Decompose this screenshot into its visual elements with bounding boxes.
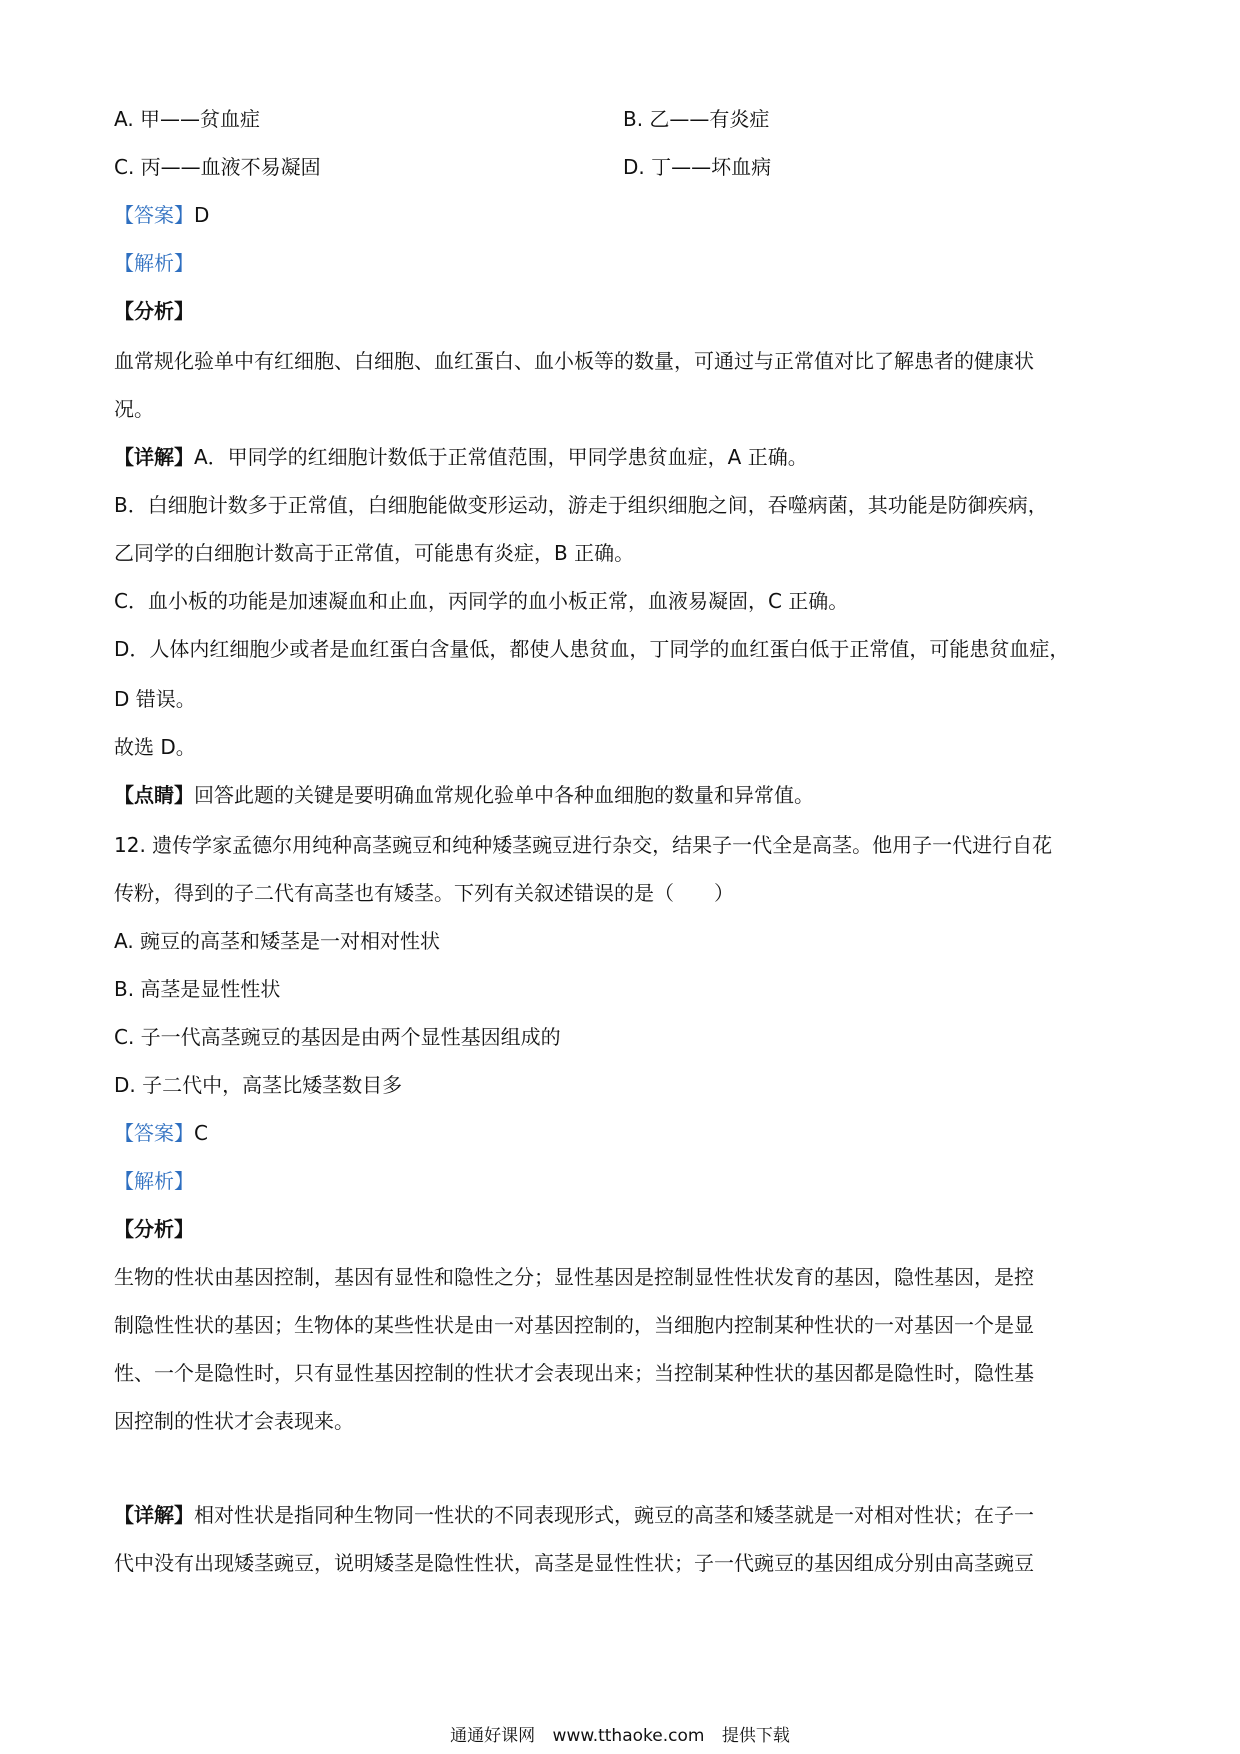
q12-detail-tag: 【详解】 (114, 1503, 194, 1527)
q11-answer-line (114, 200, 1134, 230)
option-b: B. 乙——有炎症 (623, 107, 770, 131)
q11-fenxi-line-2: 况。 (114, 397, 154, 421)
q12-detail-line-1-text: 相对性状是指同种生物同一性状的不同表现形式，豌豆的高茎和矮茎就是一对相对性状；在子一 (194, 1503, 1034, 1527)
q11-dianjing (114, 780, 1134, 810)
option-d: D. 丁——坏血病 (623, 155, 772, 179)
q11-detail-c: C．血小板的功能是加速凝血和止血，丙同学的血小板正常，血液易凝固，C 正确。 (114, 589, 849, 613)
q12-fenxi-line-1: 生物的性状由基因控制，基因有显性和隐性之分；显性基因是控制显性性状发育的基因，隐性基因，是控 (114, 1265, 1034, 1289)
q12-fenxi-line-4: 因控制的性状才会表现来。 (114, 1409, 354, 1433)
q12-detail-line-2: 代中没有出现矮茎豌豆，说明矮茎是隐性性状，高茎是显性性状；子一代豌豆的基因组成分别由高茎豌豆 (114, 1551, 1034, 1575)
q11-detail-a-text: A．甲同学的红细胞计数低于正常值范围，甲同学患贫血症，A 正确。 (194, 445, 808, 469)
q12-option-d: D. 子二代中，高茎比矮茎数目多 (114, 1073, 403, 1097)
q11-fenxi-tag: 【分析】 (114, 299, 194, 323)
footer-site-name: 通通好课网 (450, 1726, 536, 1746)
option-c: C. 丙——血液不易凝固 (114, 155, 321, 179)
q11-detail-b-line-1: B．白细胞计数多于正常值，白细胞能做变形运动，游走于组织细胞之间，吞噬病菌，其功能是防御疾病， (114, 493, 1048, 517)
q11-choice: 故选 D。 (114, 735, 196, 759)
q12-fenxi-tag: 【分析】 (114, 1217, 194, 1241)
q11-dianjing-text: 回答此题的关键是要明确血常规化验单中各种血细胞的数量和异常值。 (194, 783, 814, 807)
q11-detail-b-line-2: 乙同学的白细胞计数高于正常值，可能患有炎症，B 正确。 (114, 541, 635, 565)
q11-detail-tag: 【详解】 (114, 445, 194, 469)
q12-stem-line-2: 传粉，得到的子二代有高茎也有矮茎。下列有关叙述错误的是（ ） (114, 881, 734, 905)
q11-answer-value: D (194, 203, 210, 227)
q12-stem-line-1: 12. 遗传学家孟德尔用纯种高茎豌豆和纯种矮茎豌豆进行杂交，结果子一代全是高茎。他用子一代进行自花 (114, 833, 1053, 857)
q12-fenxi-line-3: 性、一个是隐性时，只有显性基因控制的性状才会表现出来；当控制某种性状的基因都是隐性时，隐性基 (114, 1361, 1034, 1385)
q12-option-b: B. 高茎是显性性状 (114, 977, 281, 1001)
footer-download: 提供下载 (721, 1726, 790, 1746)
q11-dianjing-tag: 【点睛】 (114, 783, 194, 807)
q11-analysis-tag: 【解析】 (114, 251, 194, 275)
q12-fenxi-line-2: 制隐性性状的基因；生物体的某些性状是由一对基因控制的，当细胞内控制某种性状的一对基因一个是显 (114, 1313, 1034, 1337)
q11-answer-tag: 【答案】 (114, 203, 194, 227)
q12-option-c: C. 子一代高茎豌豆的基因是由两个显性基因组成的 (114, 1025, 561, 1049)
q12-analysis-tag: 【解析】 (114, 1169, 194, 1193)
q11-detail-d-line-2: D 错误。 (114, 687, 196, 711)
option-a: A. 甲——贫血症 (114, 107, 261, 131)
q12-option-a: A. 豌豆的高茎和矮茎是一对相对性状 (114, 929, 441, 953)
q11-detail-d-line-1: D．人体内红细胞少或者是血红蛋白含量低，都使人患贫血，丁同学的血红蛋白低于正常值，可能患贫血症， (114, 637, 1070, 661)
q11-fenxi-line-1: 血常规化验单中有红细胞、白细胞、血红蛋白、血小板等的数量，可通过与正常值对比了解患者的健康状 (114, 349, 1034, 373)
q12-answer-value: C (194, 1121, 208, 1145)
q12-answer-line (114, 1118, 1134, 1148)
q12-answer-tag: 【答案】 (114, 1121, 194, 1145)
q12-detail-line-1 (114, 1500, 1134, 1530)
footer-url[interactable]: www.tthaoke.com (552, 1726, 705, 1746)
page-footer (0, 1724, 1240, 1748)
q11-detail-a (114, 442, 1134, 472)
